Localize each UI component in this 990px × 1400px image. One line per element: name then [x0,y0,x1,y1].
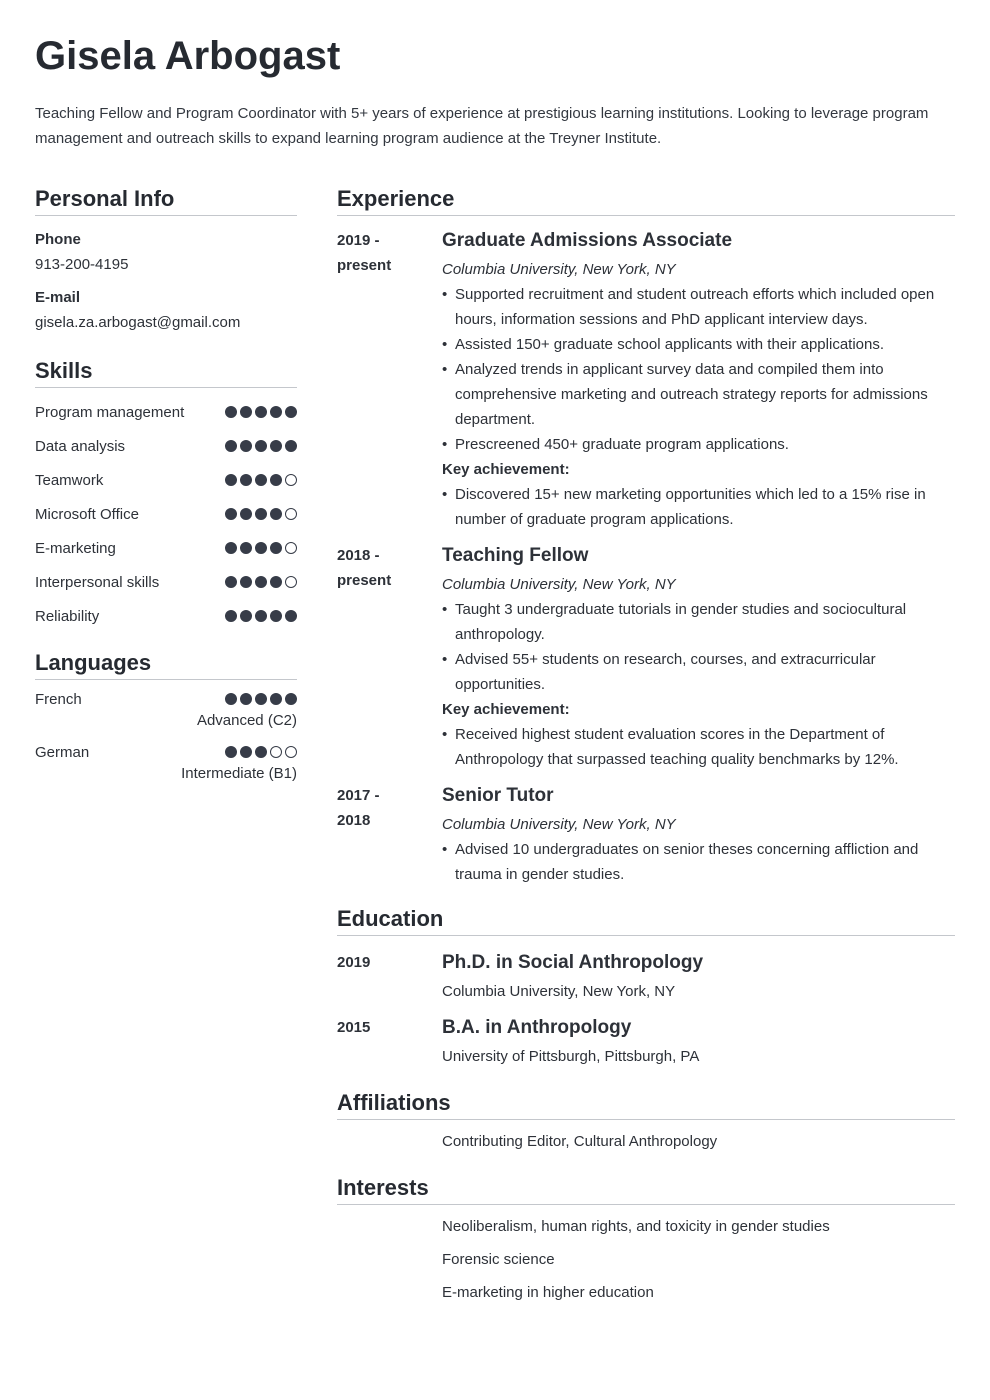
employer: Columbia University, New York, NY [442,261,676,278]
school: Columbia University, New York, NY [442,983,676,1000]
filled-dot [240,406,252,418]
date-start: 2018 - [337,547,380,564]
interest-spacer [337,1214,442,1239]
filled-dot [270,406,282,418]
rating-dots [225,536,297,554]
filled-dot [255,610,267,622]
skill-item [35,604,297,629]
rating-dots [225,687,297,705]
interest-item: Neoliberalism, human rights, and toxicity in gender studies [442,1218,830,1235]
skill-name: Teamwork [35,472,104,489]
degree: B.A. in Anthropology [442,1017,632,1038]
language-name: French [35,691,82,708]
skill-item [35,570,297,595]
filled-dot [225,406,237,418]
skill-item [35,400,297,425]
language-name: German [35,744,90,761]
filled-dot [255,508,267,520]
rating-dots [225,468,297,486]
left-column [35,184,297,793]
personal-info-heading: Personal Info [35,184,297,216]
interest-item: E-marketing in higher education [442,1284,654,1301]
experience-entry [337,783,955,887]
empty-dot [285,576,297,588]
filled-dot [225,576,237,588]
experience-body [442,543,955,772]
job-title: Teaching Fellow [442,545,589,566]
filled-dot [225,610,237,622]
affiliations-heading: Affiliations [337,1088,955,1120]
affiliations-list [337,1129,955,1154]
rating-dots [225,400,297,418]
responsibility-item: • Assisted 150+ graduate school applicants with their applications. [442,332,955,357]
filled-dot [255,474,267,486]
filled-dot [285,693,297,705]
achievement-list [442,722,955,772]
filled-dot [285,406,297,418]
interests-section [337,1173,955,1305]
interest-spacer [337,1247,442,1272]
skill-name: Data analysis [35,438,126,455]
empty-dot [285,746,297,758]
responsibility-list [442,597,955,697]
filled-dot [225,474,237,486]
interest-entry [337,1214,955,1239]
filled-dot [270,508,282,520]
skill-name: Program management [35,404,185,421]
education-year: 2019 [337,954,371,971]
skills-list [35,400,297,629]
skill-item [35,502,297,527]
empty-dot [285,542,297,554]
skill-name: Microsoft Office [35,506,139,523]
languages-heading: Languages [35,648,297,680]
filled-dot [240,746,252,758]
education-body [442,1015,955,1069]
date-end: present [337,257,392,274]
job-title: Senior Tutor [442,785,554,806]
responsibility-item: • Supported recruitment and student outreach efforts which included open hours, information sessions and PhD applicant interview days. [442,282,955,332]
responsibility-item: • Advised 55+ students on research, courses, and extracurricular opportunities. [442,647,955,697]
filled-dot [240,610,252,622]
employer: Columbia University, New York, NY [442,576,676,593]
experience-date [337,228,442,532]
filled-dot [225,693,237,705]
language-item [35,687,297,731]
date-start: 2019 - [337,232,380,249]
achievement-item: • Discovered 15+ new marketing opportunities which led to a 15% rise in number of graduate program applications. [442,482,955,532]
skill-name: Reliability [35,608,100,625]
education-year: 2015 [337,1019,371,1036]
date-start: 2017 - [337,787,380,804]
empty-dot [285,474,297,486]
education-section [337,904,955,1069]
key-achievement-label: Key achievement: [442,701,570,718]
filled-dot [270,474,282,486]
date-end: 2018 [337,812,371,829]
experience-body [442,228,955,532]
responsibility-item: • Analyzed trends in applicant survey data and compiled them into comprehensive marketing and outreach strategy reports for admissions department. [442,357,955,432]
filled-dot [225,440,237,452]
filled-dot [240,693,252,705]
skill-name: E-marketing [35,540,116,557]
filled-dot [240,440,252,452]
responsibility-item: • Advised 10 undergraduates on senior theses concerning affliction and trauma in gender studies. [442,837,955,887]
filled-dot [270,610,282,622]
experience-date [337,543,442,772]
filled-dot [255,542,267,554]
interest-item: Forensic science [442,1251,555,1268]
email-label: E-mail [35,289,81,306]
interest-entry [337,1247,955,1272]
affiliations-section [337,1088,955,1154]
interest-spacer [337,1280,442,1305]
language-level: Advanced (C2) [196,712,297,729]
right-column [337,184,955,1305]
language-level: Intermediate (B1) [181,765,297,782]
job-title: Graduate Admissions Associate [442,230,733,251]
affiliation-entry [337,1129,955,1154]
rating-dots [225,740,297,758]
filled-dot [270,693,282,705]
language-item [35,740,297,784]
degree: Ph.D. in Social Anthropology [442,952,704,973]
affiliation-item: Contributing Editor, Cultural Anthropology [442,1133,718,1150]
languages-list [35,687,297,784]
interest-entry [337,1280,955,1305]
education-body [442,950,955,1004]
education-heading: Education [337,904,955,936]
resume-summary: Teaching Fellow and Program Coordinator with 5+ years of experience at prestigious learning institutions. Looking to leverage program management and outreach skills to expand learning program audience at the Treyner Institute. [35,105,929,147]
key-achievement-label: Key achievement: [442,461,570,478]
email-value: gisela.za.arbogast@gmail.com [35,314,241,331]
experience-heading: Experience [337,184,955,216]
filled-dot [285,610,297,622]
experience-entry [337,228,955,532]
responsibility-list [442,282,955,457]
affiliation-spacer [337,1129,442,1154]
skill-name: Interpersonal skills [35,574,160,591]
education-entry [337,950,955,1004]
filled-dot [270,576,282,588]
filled-dot [255,440,267,452]
experience-body [442,783,955,887]
skills-section [35,356,297,629]
responsibility-list [442,837,955,887]
education-entry [337,1015,955,1069]
experience-section [337,184,955,887]
education-list [337,950,955,1069]
rating-dots [225,434,297,452]
filled-dot [240,474,252,486]
employer: Columbia University, New York, NY [442,816,676,833]
rating-dots [225,604,297,622]
achievement-list [442,482,955,532]
phone-value: 913-200-4195 [35,256,129,273]
filled-dot [255,693,267,705]
skill-item [35,536,297,561]
filled-dot [240,576,252,588]
empty-dot [285,508,297,520]
filled-dot [240,542,252,554]
empty-dot [270,746,282,758]
interests-heading: Interests [337,1173,955,1205]
date-end: present [337,572,392,589]
responsibility-item: • Prescreened 450+ graduate program applications. [442,432,955,457]
skill-item [35,434,297,459]
rating-dots [225,570,297,588]
interests-list [337,1214,955,1305]
filled-dot [255,746,267,758]
experience-entry [337,543,955,772]
responsibility-item: • Taught 3 undergraduate tutorials in gender studies and sociocultural anthropology. [442,597,955,647]
resume-name: Gisela Arbogast [35,34,341,78]
rating-dots [225,502,297,520]
filled-dot [255,406,267,418]
filled-dot [270,542,282,554]
filled-dot [225,508,237,520]
filled-dot [270,440,282,452]
filled-dot [285,440,297,452]
experience-date [337,783,442,887]
personal-info-section [35,184,297,333]
filled-dot [225,542,237,554]
skills-heading: Skills [35,356,297,388]
experience-list [337,228,955,887]
filled-dot [225,746,237,758]
phone-label: Phone [35,231,81,248]
skill-item [35,468,297,493]
filled-dot [240,508,252,520]
languages-section [35,648,297,784]
language-row [35,740,297,765]
school: University of Pittsburgh, Pittsburgh, PA [442,1048,700,1065]
language-row [35,687,297,712]
achievement-item: • Received highest student evaluation scores in the Department of Anthropology that surpassed teaching quality benchmarks by 12%. [442,722,955,772]
filled-dot [255,576,267,588]
